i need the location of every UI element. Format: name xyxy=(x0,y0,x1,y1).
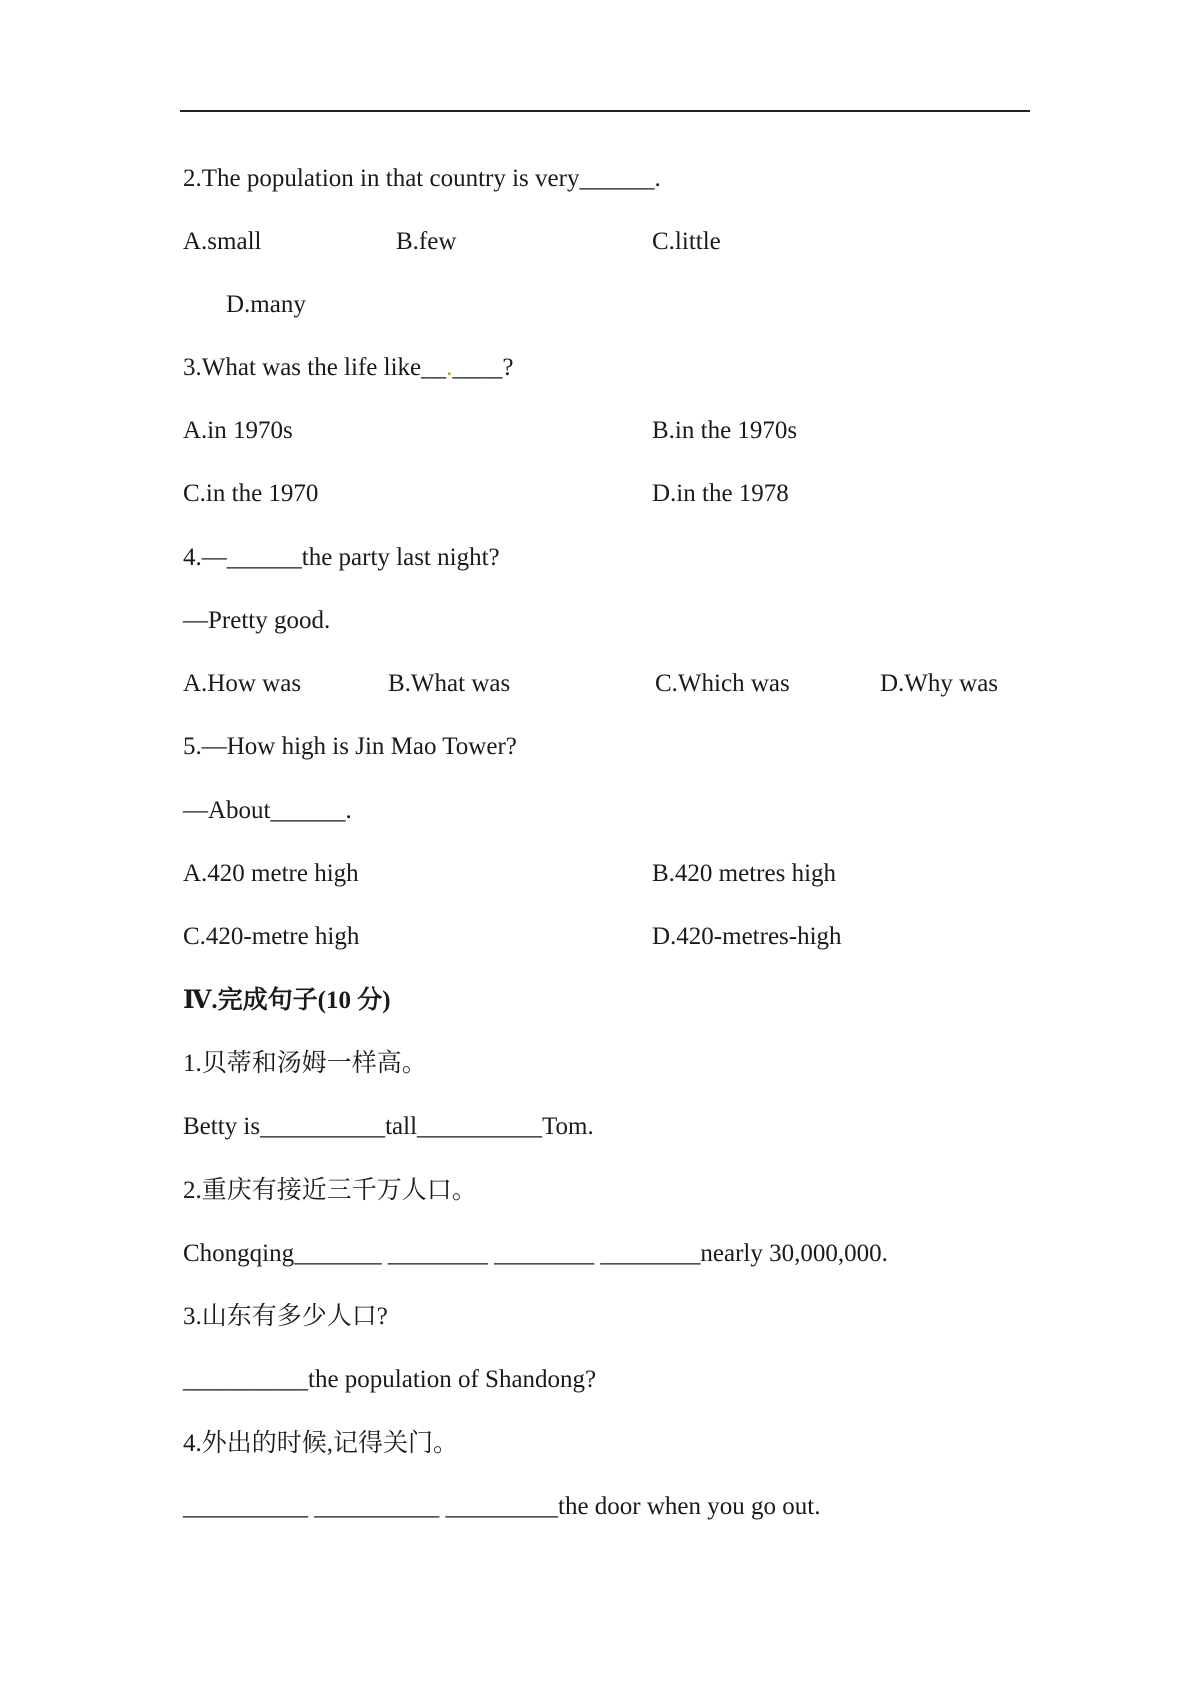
question-5-option-c: C.420-metre high xyxy=(183,923,360,950)
question-4-stem: 4.—______the party last night? xyxy=(183,544,500,571)
section-4-item-2-english: Chongqing_______ ________ ________ ________nearly 30,000,000. xyxy=(183,1240,888,1267)
question-2-option-b: B.few xyxy=(396,228,457,255)
question-4-option-a: A.How was xyxy=(183,670,302,697)
question-4-option-b: B.What was xyxy=(388,670,511,697)
question-3-option-d: D.in the 1978 xyxy=(652,480,789,507)
question-3-stem xyxy=(183,352,513,384)
question-5-option-a: A.420 metre high xyxy=(183,860,359,887)
question-3-stem-after: ____? xyxy=(452,354,514,381)
question-5-option-d: D.420-metres-high xyxy=(652,923,842,950)
section-4-heading: Ⅳ.完成句子(10 分) xyxy=(183,987,391,1014)
section-4-item-1-english: Betty is__________tall__________Tom. xyxy=(183,1113,594,1140)
question-4-option-d: D.Why was xyxy=(880,670,999,697)
question-3-option-a: A.in 1970s xyxy=(183,417,293,444)
question-5-reply: —About______. xyxy=(183,797,352,824)
question-3-option-c: C.in the 1970 xyxy=(183,480,319,507)
section-4-item-3-chinese: 3.山东有多少人口? xyxy=(183,1303,388,1330)
section-4-item-3-english: __________the population of Shandong? xyxy=(183,1366,597,1393)
section-4-item-4-chinese: 4.外出的时候,记得关门。 xyxy=(183,1430,459,1457)
question-3-stem-before: 3.What was the life like__ xyxy=(183,354,447,381)
question-4-reply: —Pretty good. xyxy=(183,607,331,634)
question-2-option-c: C.little xyxy=(652,228,721,255)
section-4-item-1-chinese: 1.贝蒂和汤姆一样高。 xyxy=(183,1050,427,1077)
question-3-stem-mark: . xyxy=(446,354,453,381)
section-4-item-2-chinese: 2.重庆有接近三千万人口。 xyxy=(183,1177,477,1204)
section-4-item-4-english: __________ __________ _________the door when you go out. xyxy=(183,1493,821,1520)
question-5-stem: 5.—How high is Jin Mao Tower? xyxy=(183,733,517,760)
question-2-option-a: A.small xyxy=(183,228,262,255)
question-3-option-b: B.in the 1970s xyxy=(652,417,798,444)
question-2-option-d: D.many xyxy=(226,291,306,318)
question-4-option-c: C.Which was xyxy=(655,670,790,697)
top-rule xyxy=(180,110,1030,112)
question-5-option-b: B.420 metres high xyxy=(652,860,837,887)
question-2-stem: 2.The population in that country is very______. xyxy=(183,165,661,192)
